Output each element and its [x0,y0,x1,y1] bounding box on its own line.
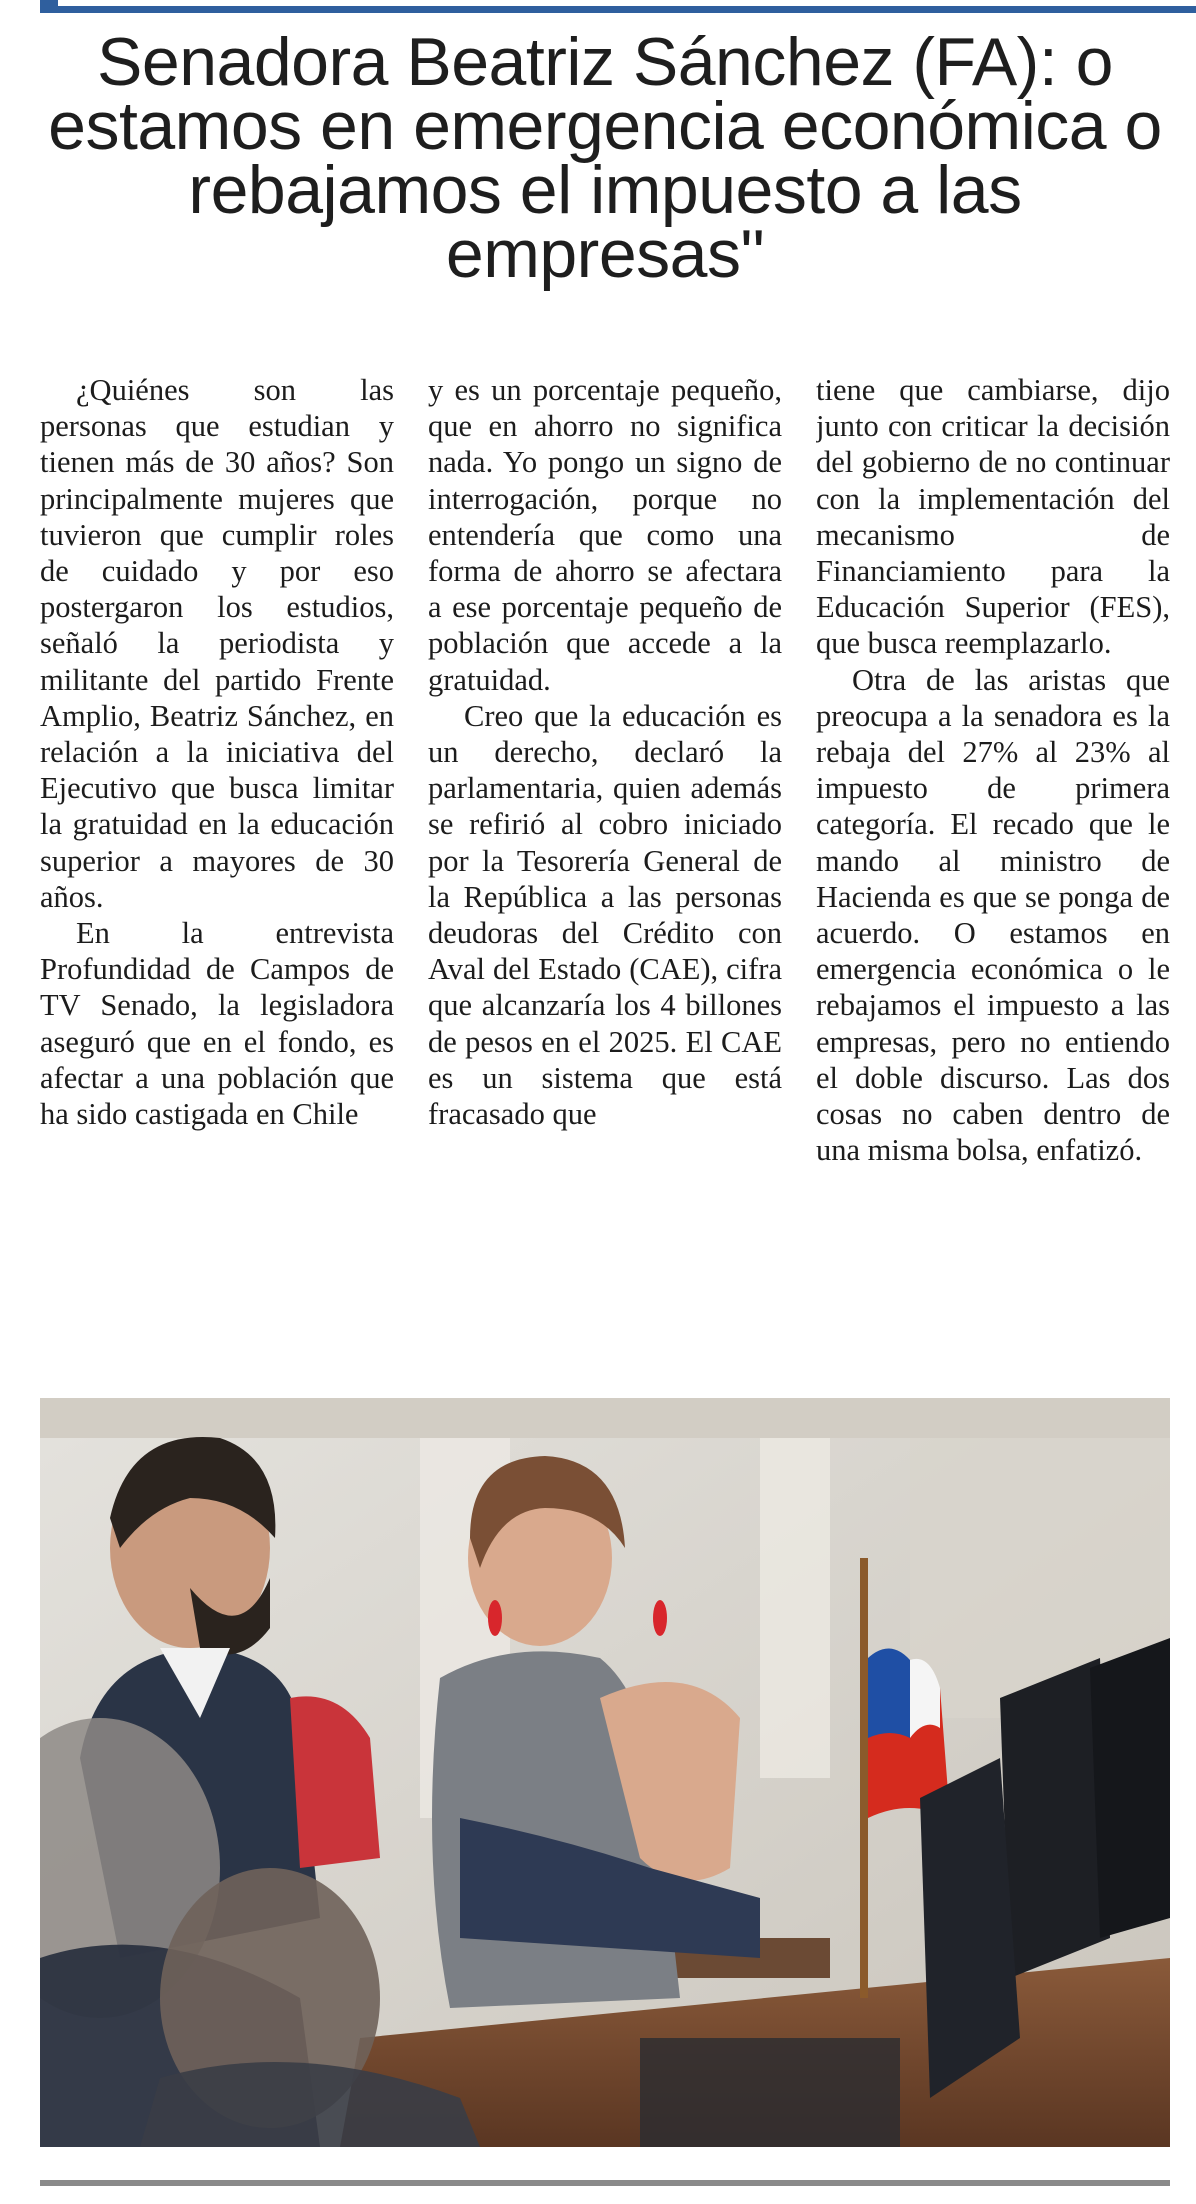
wall-cornice [40,1398,1170,1438]
senator-earring [653,1600,667,1636]
paragraph: ¿Quiénes son las personas que estudian y tienen más de 30 años? Son principalmente mujeres que tuvieron que cumplir roles de cuidado y por eso postergaron los estudios, señaló la periodista y militante del partido Frente Amplio, Beatriz Sánchez, en relación a la iniciativa del Ejecutivo que busca limitar la gratuidad en la educación superior a mayores de 30 años. [40,373,394,914]
paragraph-continued: y es un porcentaje pequeño, que en ahorro no significa nada. Yo pongo un signo de interrogación, porque no entendería que como una forma de ahorro se afectara a ese porcentaje pequeño de población que accede a la gratuidad. [428,373,782,697]
article-body [40,372,1170,1352]
foreground-desk-equipment [640,2038,900,2147]
bottom-rule [40,2180,1170,2186]
paragraph: Creo que la educación es un derecho, declaró la parlamentaria, quien además se refirió al cobro iniciado por la Tesorería General de la República a las personas deudoras del Crédito con Aval del Estado (CAE), cifra que alcanzaría los 4 billones de pesos en el 2025. El CAE es un sistema que está fracasado que [428,698,782,1132]
column-1 [40,372,394,1352]
flag-pole [860,1558,868,1998]
column-3 [816,372,1170,1352]
top-rule [40,6,1196,13]
flag-blue [868,1648,910,1738]
paragraph-continued: tiene que cambiarse, dijo junto con criticar la decisión del gobierno de no continuar con la implementación del mecanismo de Financiamiento para la Educación Superior (FES), que busca reemplazarlo. [816,373,1170,661]
article-photo [40,1398,1170,2147]
paragraph: Otra de las aristas que preocupa a la senadora es la rebaja del 27% al 23% al impuesto de primera categoría. El recado que le mando al ministro de Hacienda es que se ponga de acuerdo. O estamos en emergencia económica o le rebajamos el impuesto a las empresas, pero no entiendo el doble discurso. Las dos cosas no caben dentro de una misma bolsa, enfatizó. [816,662,1170,1168]
paragraph: En la entrevista Profundidad de Campos de TV Senado, la legisladora aseguró que en el fondo, es afectar a una población que ha sido castigada en Chile [40,916,394,1132]
monitor [1090,1638,1170,1938]
senator-earring [488,1600,502,1636]
wall-panel [760,1398,830,1778]
column-2 [428,372,782,1352]
article-headline: Senadora Beatriz Sánchez (FA): o estamos en emergencia económica o rebajamos el impuesto a las empresas" [48,24,1162,292]
senate-chamber-photo [40,1398,1170,2147]
